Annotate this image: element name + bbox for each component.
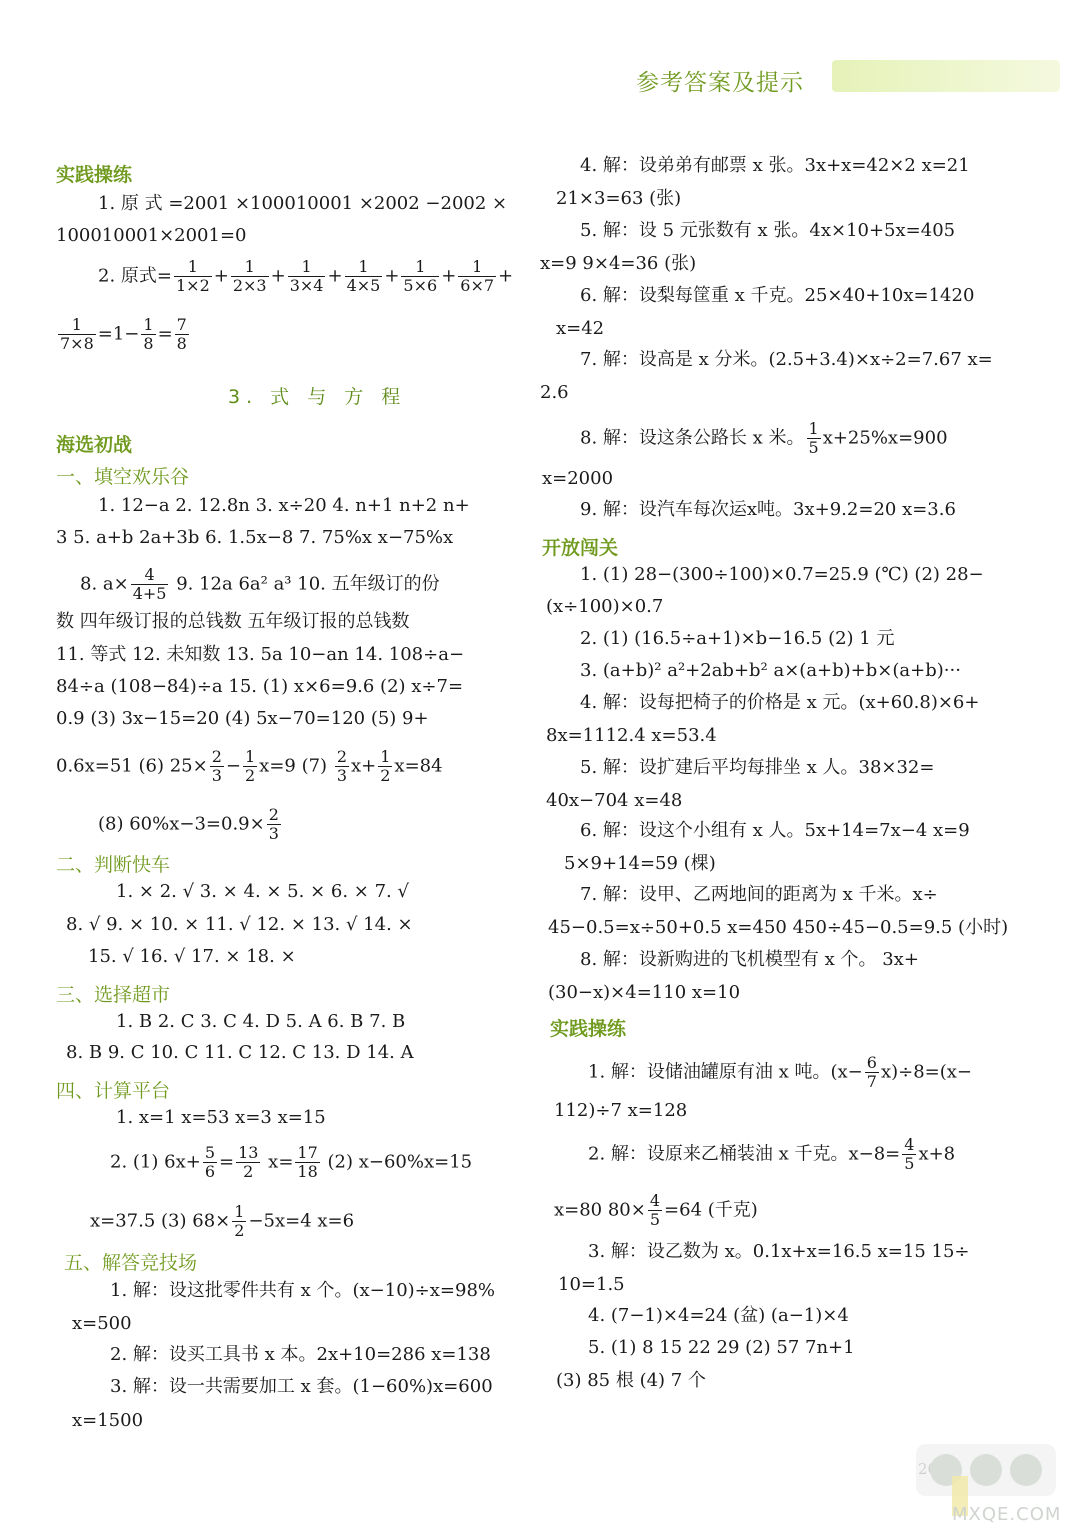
section-title: 海选初战 bbox=[56, 434, 133, 456]
answer-line: 4. 解：设弟弟有邮票 x 张。3x+x=42×2 x=21 bbox=[580, 155, 970, 176]
answer-line: 112)÷7 x=128 bbox=[554, 1100, 688, 1121]
answer-line: (8) 60%x−3=0.9× $\frac{2}{3}$ bbox=[98, 805, 279, 843]
subsection-title: 四、计算平台 bbox=[56, 1080, 171, 1102]
watermark-text: MXQE.COM bbox=[952, 1504, 1062, 1525]
answer-line: x=42 bbox=[556, 318, 605, 339]
answer-line: 5×9+14=59 (棵) bbox=[564, 853, 716, 874]
answer-line: 2. (1) 6x+ $\frac{5}{6}$ = $\frac{13}{2}$ x= $\frac{17}{18}$ (2) x−60%x=15 bbox=[110, 1143, 473, 1181]
answer-line: 11. 等式 12. 未知数 13. 5a 10−an 14. 108÷a− bbox=[56, 644, 465, 665]
answer-line: 0.9 (3) 3x−15=20 (4) 5x−70=120 (5) 9+ bbox=[56, 708, 429, 729]
answer-line: x=80 80× $\frac{4}{5}$ =64 (千克) bbox=[554, 1191, 758, 1229]
fraction: $\frac{1}{5}$ bbox=[808, 419, 819, 457]
fraction: $\frac{1}{8}$ bbox=[143, 315, 154, 353]
answer-line: 5. 解：设扩建后平均每排坐 x 人。38×32= bbox=[580, 757, 935, 778]
fraction: $\frac{2}{3}$ bbox=[336, 747, 347, 785]
fraction: $\frac{13}{2}$ bbox=[238, 1143, 259, 1181]
answer-line: 2.6 bbox=[540, 382, 569, 403]
answer-line: 40x−704 x=48 bbox=[546, 790, 683, 811]
answer-line: 4. (7−1)×4=24 (盆) (a−1)×4 bbox=[588, 1305, 849, 1326]
answer-line: 数 四年级订报的总钱数 五年级订报的总钱数 bbox=[56, 611, 410, 632]
subsection-title: 二、判断快车 bbox=[56, 854, 171, 876]
fraction: $\frac{5}{6}$ bbox=[204, 1143, 215, 1181]
fraction: $\frac{1}{4\times 5}$ bbox=[346, 257, 381, 295]
answer-line: 84÷a (108−84)÷a 15. (1) x×6=9.6 (2) x÷7= bbox=[56, 676, 464, 697]
answer-line: 2. 解：设买工具书 x 本。2x+10=286 x=138 bbox=[110, 1344, 491, 1365]
fraction: $\frac{2}{3}$ bbox=[211, 747, 222, 785]
fraction: $\frac{7}{8}$ bbox=[176, 315, 187, 353]
answer-line: 8. 解：设新购进的飞机模型有 x 个。 3x+ bbox=[580, 949, 919, 970]
answer-line: 45−0.5=x÷50+0.5 x=450 450÷45−0.5=9.5 (小时) bbox=[548, 917, 1009, 938]
fraction: $\frac{4}{4+5}$ bbox=[132, 565, 167, 603]
answer-line: 1. 原 式 =2001 ×100010001 ×2002 −2002 × bbox=[98, 193, 508, 214]
answer-line: 1. 解：设储油罐原有油 x 吨。(x− $\frac{6}{7}$ x)÷8=(x− bbox=[588, 1053, 973, 1091]
answer-line: (3) 85 根 (4) 7 个 bbox=[556, 1370, 706, 1391]
fraction: $\frac{1}{2}$ bbox=[234, 1202, 245, 1240]
answer-line: 1. 12−a 2. 12.8n 3. x÷20 4. n+1 n+2 n+ bbox=[98, 495, 470, 516]
answer-line: x=500 bbox=[72, 1313, 132, 1334]
answer-line: 10=1.5 bbox=[558, 1274, 625, 1295]
subsection-title: 一、填空欢乐谷 bbox=[56, 466, 190, 488]
header-decor-bar bbox=[832, 60, 1060, 92]
fraction: $\frac{1}{5\times 6}$ bbox=[403, 257, 438, 295]
answer-line: x=2000 bbox=[542, 468, 614, 489]
fraction: $\frac{1}{2}$ bbox=[244, 747, 256, 785]
answer-line: 21×3=63 (张) bbox=[556, 188, 682, 209]
subsection-title: 五、解答竞技场 bbox=[64, 1252, 198, 1274]
answer-line: 0.6x=51 (6) 25× $\frac{2}{3}$ − $\frac{1}{2}$ x=9 (7) $\frac{2}{3}$ x+ $\frac{1}{2}$ x=84 bbox=[56, 747, 443, 785]
answer-line: 8. √ 9. × 10. × 11. √ 12. × 13. √ 14. × bbox=[66, 914, 413, 935]
section-title: 开放闯关 bbox=[542, 537, 619, 559]
answer-line: 8. a× $\frac{4}{4+5}$ 9. 12a 6a² a³ 10. 五年级订的份 bbox=[80, 565, 440, 603]
fraction: $\frac{2}{3}$ bbox=[268, 805, 279, 843]
answer-line: 2. (1) (16.5÷a+1)×b−16.5 (2) 1 元 bbox=[580, 628, 895, 649]
fraction: $\frac{1}{2}$ bbox=[380, 747, 391, 785]
answer-line: 1. x=1 x=53 x=3 x=15 bbox=[116, 1107, 326, 1128]
fraction: $\frac{1}{6\times 7}$ bbox=[460, 257, 495, 295]
answer-line: 7. 解：设甲、乙两地间的距离为 x 千米。x÷ bbox=[580, 884, 938, 905]
answer-line: 1. × 2. √ 3. × 4. × 5. × 6. × 7. √ bbox=[116, 881, 409, 902]
answer-line: 5. (1) 8 15 22 29 (2) 57 7n+1 bbox=[588, 1337, 855, 1358]
subsection-title: 三、选择超市 bbox=[56, 984, 171, 1006]
fraction: $\frac{1}{2\times 3}$ bbox=[232, 257, 267, 295]
answer-line: 7. 解：设高是 x 分米。(2.5+3.4)×x÷2=7.67 x= bbox=[580, 349, 993, 370]
answer-line: (30−x)×4=110 x=10 bbox=[548, 982, 741, 1003]
answer-line: 3 5. a+b 2a+3b 6. 1.5x−8 7. 75%x x−75%x bbox=[56, 527, 454, 548]
header-title: 参考答案及提示 bbox=[636, 70, 804, 96]
section-title: 实践操练 bbox=[56, 164, 133, 186]
answer-line: 8. B 9. C 10. C 11. C 12. C 13. D 14. A bbox=[66, 1042, 414, 1063]
answer-line: 2. 解：设原来乙桶装油 x 千克。x−8= $\frac{4}{5}$ x+8 bbox=[588, 1135, 956, 1173]
fraction: $\frac{17}{18}$ bbox=[297, 1143, 318, 1181]
answer-line: 15. √ 16. √ 17. × 18. × bbox=[88, 946, 296, 967]
answer-line: 3. 解：设乙数为 x。0.1x+x=16.5 x=15 15÷ bbox=[588, 1241, 970, 1262]
answer-line: 8x=1112.4 x=53.4 bbox=[546, 725, 717, 746]
answer-line: 4. 解：设每把椅子的价格是 x 元。(x+60.8)×6+ bbox=[580, 692, 980, 713]
answer-line: 2. 原式= $\frac{1}{1\times 2}$ + $\frac{1}{2\times 3}$ + $\frac{1}{3\times 4}$ + $\frac{1}{4\times 5}$ + $\frac{1}{5\times 6}$ + $\frac{1}{6\times 7}$ + bbox=[98, 257, 514, 295]
answer-line: 5. 解：设 5 元张数有 x 张。4x×10+5x=405 bbox=[580, 220, 956, 241]
answer-line: x=9 9×4=36 (张) bbox=[540, 253, 697, 274]
fraction: $\frac{4}{5}$ bbox=[904, 1135, 915, 1173]
answer-line: 1. 解：设这批零件共有 x 个。(x−10)÷x=98% bbox=[110, 1280, 495, 1301]
answer-line: 3. (a+b)² a²+2ab+b² a×(a+b)+b×(a+b)··· bbox=[580, 660, 961, 681]
answer-line: 1. B 2. C 3. C 4. D 5. A 6. B 7. B bbox=[116, 1011, 406, 1032]
answer-line: 1. (1) 28−(300÷100)×0.7=25.9 (℃) (2) 28− bbox=[580, 564, 984, 585]
fraction: $\frac{4}{5}$ bbox=[649, 1191, 661, 1229]
chapter-title: 3. 式 与 方 程 bbox=[228, 386, 407, 408]
fraction: $\frac{6}{7}$ bbox=[866, 1053, 877, 1091]
fraction: $\frac{1}{1\times 2}$ bbox=[175, 257, 210, 295]
answer-line: 6. 解：设这个小组有 x 人。5x+14=7x−4 x=9 bbox=[580, 820, 970, 841]
answer-line: 100010001×2001=0 bbox=[56, 225, 247, 246]
answer-line: 9. 解：设汽车每次运x吨。3x+9.2=20 x=3.6 bbox=[580, 499, 956, 520]
answer-line: 8. 解：设这条公路长 x 米。 $\frac{1}{5}$ x+25%x=900 bbox=[580, 419, 948, 457]
answer-line: x=1500 bbox=[72, 1410, 144, 1431]
answer-line: 3. 解：设一共需要加工 x 套。(1−60%)x=600 bbox=[110, 1376, 493, 1397]
answer-line: (x÷100)×0.7 bbox=[546, 596, 664, 617]
answer-line: x=37.5 (3) 68× $\frac{1}{2}$ −5x=4 x=6 bbox=[90, 1202, 355, 1240]
answer-line: 6. 解：设梨每筐重 x 千克。25×40+10x=1420 bbox=[580, 285, 975, 306]
section-title: 实践操练 bbox=[550, 1018, 627, 1040]
answer-line: $\frac{1}{7\times 8}$ =1− $\frac{1}{8}$ = $\frac{7}{8}$ bbox=[60, 315, 187, 353]
fraction: $\frac{1}{7\times 8}$ bbox=[60, 315, 94, 353]
fraction: $\frac{1}{3\times 4}$ bbox=[289, 257, 324, 295]
